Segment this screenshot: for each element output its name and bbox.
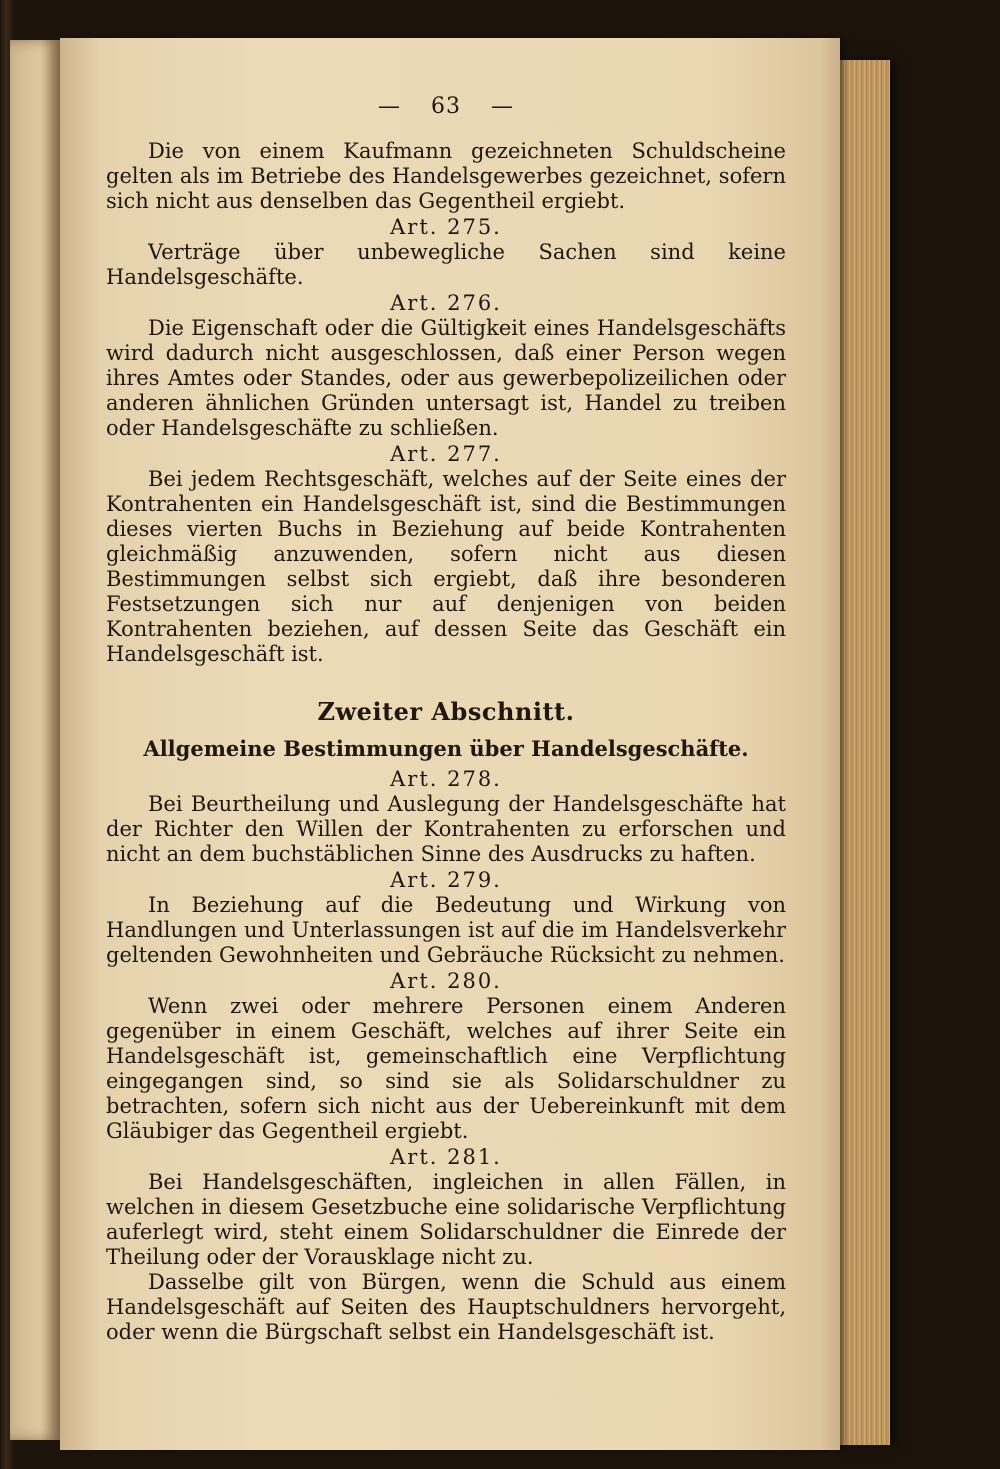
header-dash-left: — xyxy=(378,94,401,119)
paragraph-art-276: Die Eigenschaft oder die Gültigkeit eines Handelsgeschäfts wird dadurch nicht ausgeschlossen, daß einer Person wegen ihres Amtes oder Standes, oder aus gewerbepolizeilichen oder anderen ähnlichen Gründen untersagt ist, Handel zu treiben oder Handelsgeschäfte zu schließen. xyxy=(106,316,786,440)
paragraph-art-279: In Beziehung auf die Bedeutung und Wirkung von Handlungen und Unterlassungen ist auf die im Handelsverkehr geltenden Gewohnheiten und Gebräuche Rücksicht zu nehmen. xyxy=(106,893,786,967)
section-title: Zweiter Abschnitt. xyxy=(317,697,575,726)
paragraph-art-281-continued: Dasselbe gilt von Bürgen, wenn die Schuld aus einem Handelsgeschäft auf Seiten des Hauptschuldners hervorgeht, oder wenn die Bürgschaft selbst ein Handelsgeschäft ist. xyxy=(106,1270,786,1344)
article-heading-281: Art. 281. xyxy=(390,1145,502,1169)
page-number: 63 xyxy=(431,94,461,119)
section-subtitle: Allgemeine Bestimmungen über Handelsgeschäfte. xyxy=(143,736,749,761)
paragraph-art-281: Bei Handelsgeschäften, ingleichen in allen Fällen, in welchen in diesem Gesetzbuche eine solidarische Verpflichtung auferlegt wird, steht einem Solidarschuldner die Einrede der Theilung oder der Vorausklage nicht zu. xyxy=(106,1170,786,1269)
paragraph-art-275: Verträge über unbewegliche Sachen sind keine Handelsgeschäfte. xyxy=(106,240,786,289)
article-heading-277: Art. 277. xyxy=(390,442,502,466)
article-heading-279: Art. 279. xyxy=(390,868,502,892)
book-page xyxy=(60,38,840,1450)
paragraph-art-277: Bei jedem Rechtsgeschäft, welches auf der Seite eines der Kontrahenten ein Handelsgeschäft ist, sind die Bestimmungen dieses vierten Buchs in Beziehung auf beide Kontrahenten gleichmäßig anzuwenden, sofern nicht aus diesen Bestimmungen selbst sich ergiebt, daß ihre besonderen Festsetzungen sich nur auf denjenigen von beiden Kontrahenten beziehen, auf dessen Seite das Geschäft ein Handelsgeschäft ist. xyxy=(106,467,786,666)
article-heading-280: Art. 280. xyxy=(390,969,502,993)
page-text xyxy=(106,86,786,1345)
header-dash-right: — xyxy=(491,94,514,119)
article-heading-276: Art. 276. xyxy=(390,291,502,315)
paragraph-art-280: Wenn zwei oder mehrere Personen einem Anderen gegenüber in einem Geschäft, welches auf ihrer Seite ein Handelsgeschäft ist, gemeinschaftlich eine Verpflichtung eingegangen sind, so sind sie als Solidarschuldner zu betrachten, sofern sich nicht aus der Uebereinkunft mit dem Gläubiger das Gegentheil ergiebt. xyxy=(106,994,786,1143)
article-heading-278: Art. 278. xyxy=(390,767,502,791)
article-heading-275: Art. 275. xyxy=(390,215,502,239)
paragraph-art-278: Bei Beurtheilung und Auslegung der Handelsgeschäfte hat der Richter den Willen der Kontrahenten zu erforschen und nicht an dem buchstäblichen Sinne des Ausdrucks zu haften. xyxy=(106,792,786,866)
left-page-edge xyxy=(10,40,60,1440)
paragraph-schuldscheine: Die von einem Kaufmann gezeichneten Schuldscheine gelten als im Betriebe des Handelsgewerbes gezeichnet, sofern sich nicht aus denselben das Gegentheil ergiebt. xyxy=(106,139,786,213)
page-header xyxy=(106,94,786,119)
page-stack-edge xyxy=(838,60,890,1445)
